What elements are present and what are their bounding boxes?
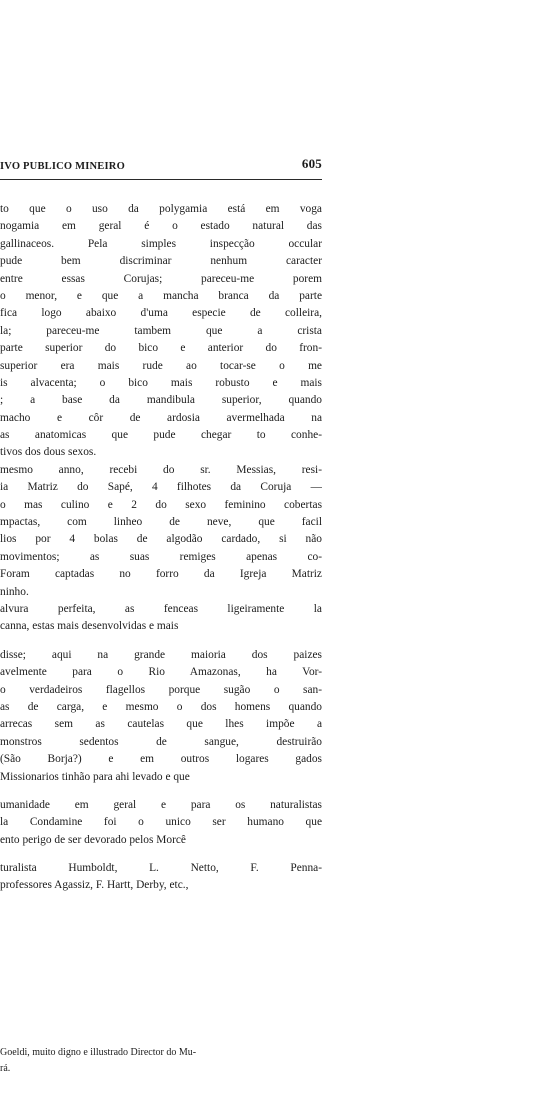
text-line: entre essas Corujas; pareceu-me porem <box>0 272 322 285</box>
text-line: umanidade em geral e para os naturalistas <box>0 798 322 811</box>
text-line <box>0 786 322 797</box>
text-line: professores Agassiz, F. Hartt, Derby, etc., <box>0 879 189 892</box>
text-line <box>0 849 322 860</box>
text-line: o menor, e que a mancha branca da parte <box>0 289 322 302</box>
text-line: o verdadeiros flagellos porque sugão o san- <box>0 683 322 696</box>
footnote <box>0 1045 322 1077</box>
text-line: Missionarios tinhão para ahi levado e que <box>0 770 190 783</box>
text-line: gallinaceos. Pela simples inspecção occular <box>0 237 322 250</box>
running-header <box>0 156 322 176</box>
text-line: Foram captadas no forro da Igreja Matriz <box>0 568 322 581</box>
text-line: tivos dos dous sexos. <box>0 446 97 459</box>
text-line: is alvacenta; o bico mais robusto e mais <box>0 376 322 389</box>
text-line: as de carga, e mesmo o dos homens quando <box>0 700 322 713</box>
text-line: monstros sedentos de sangue, destruirão <box>0 735 322 748</box>
footnote-line: rá. <box>0 1063 11 1074</box>
page-number: 605 <box>301 156 322 171</box>
text-line: pude bem discriminar nenhum caracter <box>0 255 322 268</box>
text-line: avelmente para o Rio Amazonas, ha Vor- <box>0 666 322 679</box>
text-line: la Condamine foi o unico ser humano que <box>0 816 322 829</box>
text-line: to que o uso da polygamia está em voga <box>0 203 322 215</box>
text-line: disse; aqui na grande maioria dos paizes <box>0 648 322 661</box>
text-line: canna, estas mais desenvolvidas e mais <box>0 620 179 633</box>
text-line: movimentos; as suas remiges apenas co- <box>0 550 322 563</box>
text-line: (São Borja?) e em outros logares gados <box>0 753 322 766</box>
text-line: nogamia em geral é o estado natural das <box>0 220 322 233</box>
text-line: o mas culino e 2 do sexo feminino cobertas <box>0 498 322 511</box>
text-line: mesmo anno, recebi do sr. Messias, resi- <box>0 463 322 476</box>
text-line: macho e côr de ardosia avermelhada na <box>0 411 322 424</box>
text-line: turalista Humboldt, L. Netto, F. Penna- <box>0 862 322 875</box>
text-line: arrecas sem as cautelas que lhes impõe a <box>0 718 322 731</box>
text-line: as anatomicas que pude chegar to conhe- <box>0 429 322 442</box>
footnote-line: Goeldi, muito digno e illustrado Director do Mu- <box>0 1047 197 1058</box>
text-line: fica logo abaixo d'uma especie de colleira, <box>0 307 322 320</box>
header-rule <box>0 179 322 180</box>
text-line: ia Matriz do Sapé, 4 filhotes da Coruja — <box>0 481 322 494</box>
running-title: IVO PUBLICO MINEIRO <box>0 161 125 172</box>
text-line: mpactas, com linheo de neve, que facil <box>0 516 322 529</box>
text-line: la; pareceu-me tambem que a crista <box>0 324 322 337</box>
text-line: ; a base da mandibula superior, quando <box>0 394 322 407</box>
text-line: ento perigo de ser devorado pelos Morcê <box>0 833 186 846</box>
text-line: parte superior do bico e anterior do fron- <box>0 342 322 355</box>
text-line: lios por 4 bolas de algodão cardado, si não <box>0 533 322 546</box>
text-line: alvura perfeita, as fenceas ligeiramente la <box>0 602 322 615</box>
body-text <box>0 201 322 895</box>
text-line: superior era mais rude ao tocar-se o me <box>0 359 322 372</box>
text-line <box>0 636 322 647</box>
text-line: ninho. <box>0 585 29 598</box>
